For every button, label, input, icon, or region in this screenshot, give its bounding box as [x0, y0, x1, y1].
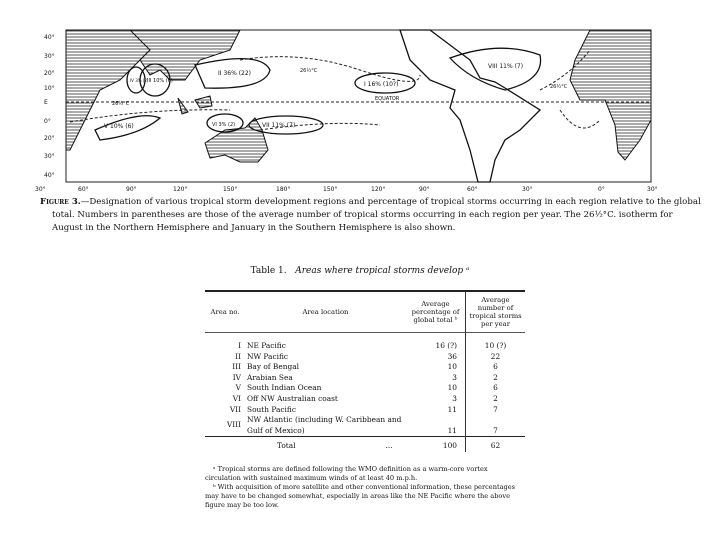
total-percentage: 100: [406, 437, 466, 452]
latitude-label: 0°: [44, 118, 51, 125]
latitude-label: E: [44, 99, 48, 106]
landmass-americas: [400, 30, 540, 182]
total-row: [205, 437, 525, 452]
area-number: I: [238, 341, 241, 350]
tropical-storm-region-map: [0, 0, 720, 195]
latitude-label: 30°: [44, 53, 55, 60]
table-row: [205, 362, 525, 373]
region-label-iii: III 10% (6): [147, 78, 173, 84]
area-location: NW Atlantic (including W. Caribbean and Gulf of Mexico): [247, 415, 402, 435]
area-percentage: 36: [447, 351, 457, 361]
region-label-viii: VIII 11% (7): [488, 63, 524, 70]
longitude-label: 90°: [126, 186, 137, 193]
area-storm-count: 6: [466, 362, 526, 373]
longitude-label: 120°: [173, 186, 188, 193]
area-number: III: [232, 362, 241, 372]
table-title: [0, 266, 720, 276]
table-row: [205, 405, 525, 416]
area-storm-count: 6: [466, 383, 526, 394]
area-storm-count: 10 (?): [466, 333, 526, 352]
area-location: Arabian Sea: [247, 372, 293, 382]
longitude-label: 60°: [78, 186, 89, 193]
table-footnotes: [205, 465, 525, 510]
latitude-label: 30°: [44, 153, 55, 160]
latitude-label: 10°: [44, 85, 55, 92]
longitude-label: 90°: [419, 186, 430, 193]
region-label-vii: VII 11% (7): [262, 122, 296, 129]
area-percentage: 11: [447, 404, 457, 414]
landmass-indonesia: [178, 96, 212, 114]
area-number: II: [235, 351, 241, 361]
area-number: VI: [232, 393, 241, 403]
header-area-location: Area location: [302, 308, 349, 316]
area-location: NE Pacific: [247, 341, 286, 350]
area-location: South Pacific: [247, 404, 296, 414]
footnote-a: ᵃ Tropical storms are defined following the WMO definition as a warm-core vortex circulation with sustained maximum winds of at least 40 m.p.h.: [205, 465, 488, 482]
longitude-label: 150°: [223, 186, 238, 193]
area-location: Off NW Australian coast: [247, 393, 338, 403]
region-label-v: V 10% (6): [104, 123, 134, 130]
figure-label: Figure 3.: [40, 197, 81, 207]
table-row: [205, 394, 525, 405]
total-label: Total: [277, 441, 296, 451]
latitude-label: 20°: [44, 135, 55, 142]
header-percentage: Average percentage of global total ᵇ: [411, 300, 460, 324]
area-percentage: 10: [447, 362, 457, 372]
figure-caption: [40, 196, 702, 235]
longitude-label: 30°: [522, 186, 533, 193]
longitude-label: 30°: [35, 186, 46, 193]
table-title-text: Areas where tropical storms develop ᵃ: [295, 266, 470, 276]
header-area-no: Area no.: [210, 308, 240, 316]
isotherm-label: 26½°C: [112, 101, 130, 107]
total-number: 62: [466, 437, 526, 452]
area-percentage: 11: [447, 425, 457, 435]
area-storm-count: 7: [466, 405, 526, 416]
table-row: [205, 352, 525, 363]
footnote-b: ᵇ With acquisition of more satellite and other conventional information, these percentages may have to be changed somewhat, especially in areas like the NE Pacific where the above figure may be too low.: [205, 483, 516, 509]
isotherm-label: 26½°C: [300, 68, 318, 74]
region-label-iv: IV 3% (2): [130, 78, 149, 83]
longitude-label: 60°: [467, 186, 478, 193]
landmass-africa: [570, 30, 651, 160]
region-label-i: I 16% (10?): [364, 81, 399, 88]
total-dots: ...: [385, 441, 393, 451]
table-row: [205, 373, 525, 384]
table-row: [205, 383, 525, 394]
isotherm-label: 26½°C: [550, 84, 568, 90]
area-number: VIII: [226, 420, 241, 430]
latitude-label: 40°: [44, 34, 55, 41]
region-label-ii: II 36% (22): [218, 70, 252, 77]
area-percentage: 3: [452, 372, 457, 382]
table-row: [205, 333, 525, 352]
storm-areas-table: [205, 290, 525, 452]
area-location: South Indian Ocean: [247, 383, 322, 393]
area-storm-count: 7: [466, 415, 526, 437]
caption-text: —Designation of various tropical storm development regions and percentage of tropical storms occurring in each region relative to the global total. Numbers in parentheses are those of the average number of tropical storms occurring in each region per year. The 26½°C. isotherm for August in the Northern Hemisphere and January in the Southern Hemisphere is also shown.: [52, 197, 701, 233]
longitude-label: 30°: [647, 186, 658, 193]
area-location: NW Pacific: [247, 351, 289, 361]
area-percentage: 3: [452, 393, 457, 403]
longitude-label: 180°: [276, 186, 291, 193]
latitude-label: 20°: [44, 70, 55, 77]
latitude-label: 40°: [44, 172, 55, 179]
table-row: [205, 415, 525, 437]
area-location: Bay of Bengal: [247, 362, 299, 372]
area-percentage: 16 (?): [435, 341, 457, 350]
area-number: V: [235, 383, 241, 393]
area-storm-count: 2: [466, 373, 526, 384]
header-number: Average number of tropical storms per year: [466, 291, 526, 333]
area-percentage: 10: [447, 383, 457, 393]
area-number: VII: [229, 404, 241, 414]
area-storm-count: 2: [466, 394, 526, 405]
table-number: Table 1.: [250, 266, 287, 276]
equator-label: EQUATOR: [375, 96, 400, 102]
longitude-label: 150°: [323, 186, 338, 193]
longitude-label: 0°: [598, 186, 605, 193]
longitude-label: 120°: [371, 186, 386, 193]
area-storm-count: 22: [466, 352, 526, 363]
area-number: IV: [232, 372, 241, 382]
region-label-vi: VI 3% (2): [212, 122, 236, 128]
